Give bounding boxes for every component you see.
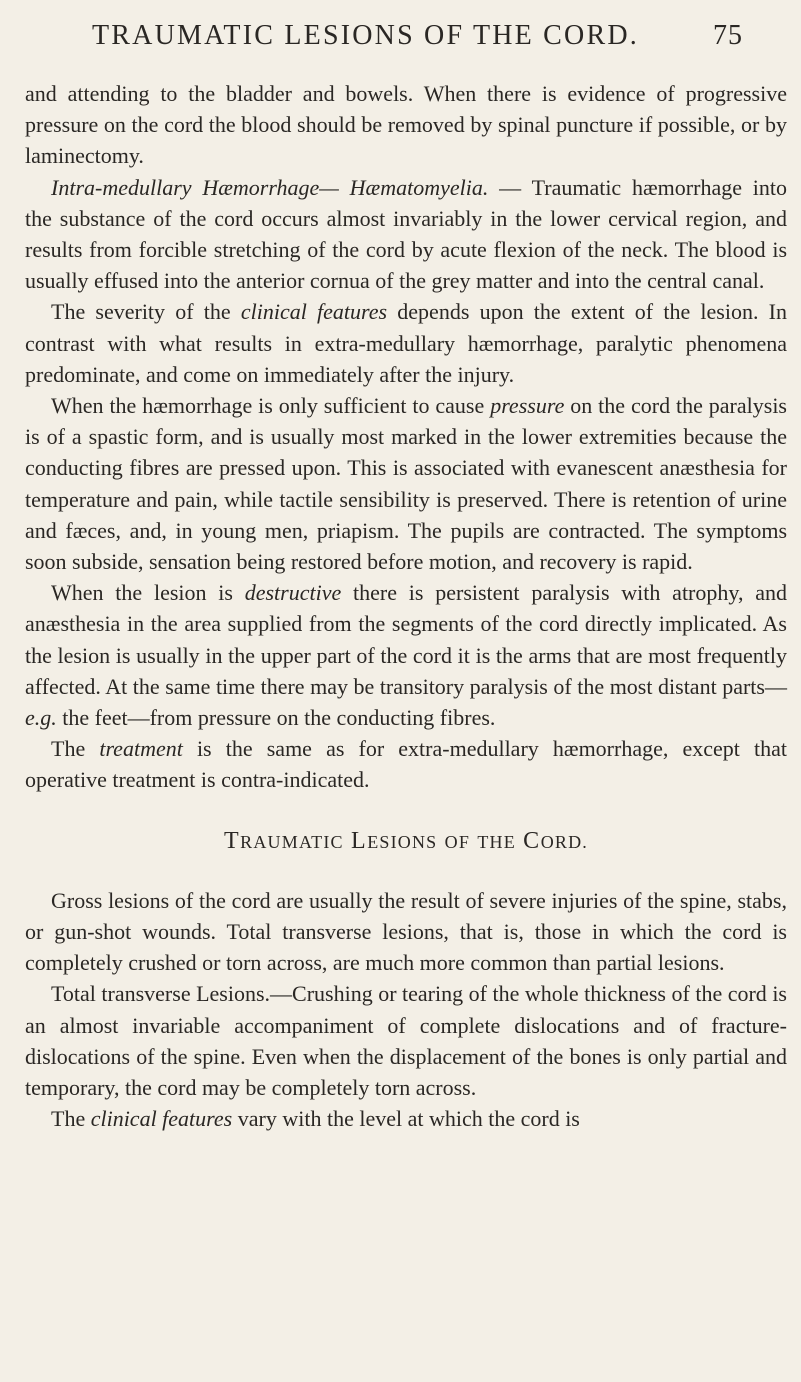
paragraph-text: on the cord the paralysis is of a spastic form, and is usually most marked in the lower extremities because the conducting fibres are pressed upon. This is associated with evanescent anæsthesia for temperature and pain, while tactile sensibility is preserved. There is retention of urine and fæces, and, in young men, priapism. The pupils are contracted. The symptoms soon subside, sensation being restored before motion, and recovery is rapid. xyxy=(25,393,787,575)
paragraph-bladder xyxy=(25,78,787,172)
paragraph-heading: Intra-medullary Hæmorrhage— Hæmatomyelia. xyxy=(51,174,489,200)
section-title xyxy=(25,825,787,858)
paragraph-destructive xyxy=(25,577,787,733)
paragraph-text: depends upon the extent of the lesion. In contrast with what results in extra-medullary hæmorrhage, paralytic phenomena predominate, and come on immediately after the injury. xyxy=(25,299,787,387)
paragraph-treatment xyxy=(25,733,787,795)
running-head xyxy=(0,10,801,70)
title-cap: C xyxy=(523,827,541,854)
paragraph-text: The xyxy=(51,1106,91,1132)
paragraph-text: —Crushing or tearing of the whole thickness of the cord is an almost invariable accompaniment of complete dislocations and of fracture-dislocations of the spine. Even when the displacement of the bones is only partial and temporary, the cord may be completely torn across. xyxy=(25,981,787,1101)
paragraph-text: the feet—from pressure on the conducting fibres. xyxy=(56,705,496,731)
title-smallcaps: RAUMATIC xyxy=(240,831,344,852)
paragraph-clinical-features xyxy=(25,1103,787,1134)
title-smallcaps: THE xyxy=(477,831,516,852)
title-cap: T xyxy=(223,827,241,854)
paragraph-text: When the lesion is xyxy=(51,580,245,606)
running-title: TRAUMATIC LESIONS OF THE CORD. xyxy=(92,20,639,51)
paragraph-text: vary with the level at which the cord is xyxy=(232,1106,580,1132)
page-number: 75 xyxy=(713,20,743,51)
emphasis-text: e.g. xyxy=(25,705,57,731)
emphasis-text: destructive xyxy=(244,580,342,606)
page-body xyxy=(25,78,787,1135)
paragraph-text: and attending to the bladder and bowels. When there is evidence of progressive pressure on the cord the blood should be removed by spinal puncture if possible, or by laminectomy. xyxy=(25,81,787,169)
paragraph-text: — Traumatic hæmorrhage into the substance of the cord occurs almost invariably in the lower cervical region, and results from forcible stretching of the cord by acute flexion of the neck. The blood is usually effused into the anterior cornua of the grey matter and into the central canal. xyxy=(25,174,788,294)
title-cap: L xyxy=(351,827,368,854)
paragraph-heading: Total transverse Lesions. xyxy=(51,981,271,1007)
emphasis-text: pressure xyxy=(490,393,565,419)
paragraph-text: The xyxy=(51,736,100,762)
paragraph-text: is the same as for extra-medullary hæmorrhage, except that operative treatment is contra-indicated. xyxy=(25,736,787,793)
paragraph-pressure xyxy=(25,390,787,577)
paragraph-severity xyxy=(25,296,787,390)
emphasis-text: treatment xyxy=(99,736,183,762)
emphasis-text: clinical features xyxy=(240,299,388,325)
paragraph-haematomyelia xyxy=(25,172,787,297)
paragraph-text: there is persistent paralysis with atrophy, and anæsthesia in the area supplied from the segments of the cord directly implicated. As the lesion is usually in the upper part of the cord it is the arms that are most frequently affected. At the same time there may be transitory paralysis of the most distant parts— xyxy=(25,580,787,699)
paragraph-gross-lesions xyxy=(25,885,787,979)
title-smallcaps: OF xyxy=(444,831,471,852)
paragraph-text: The severity of the xyxy=(51,299,241,325)
paragraph-text: When the hæmorrhage is only sufficient to cause xyxy=(51,393,491,419)
paragraph-text: Gross lesions of the cord are usually the result of severe injuries of the spine, stabs, or gun-shot wounds. Total transverse lesions, that is, those in which the cord is completely crushed or torn across, are much more common than partial lesions. xyxy=(25,887,787,976)
title-smallcaps: ORD. xyxy=(540,831,588,852)
emphasis-text: clinical features xyxy=(90,1106,233,1132)
title-smallcaps: ESIONS xyxy=(367,831,438,852)
paragraph-total-transverse xyxy=(25,978,787,1103)
